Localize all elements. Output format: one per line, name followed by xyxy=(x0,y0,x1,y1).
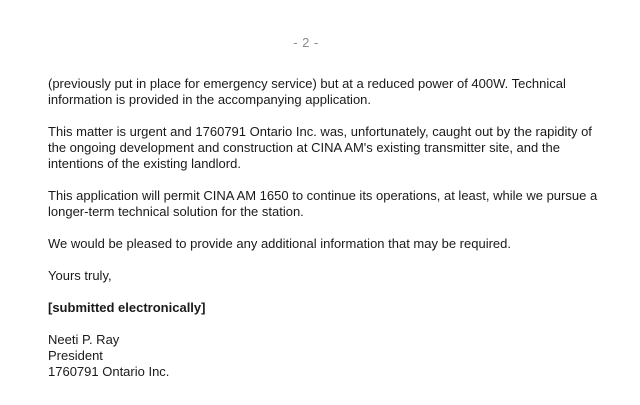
signatory-company: 1760791 Ontario Inc. xyxy=(48,364,170,379)
signatory-name: Neeti P. Ray xyxy=(48,332,120,347)
paragraph-urgency: This matter is urgent and 1760791 Ontario Inc. was, unfortunately, caught out by the rapidity of the ongoing development and construction at CINA AM's existing transmitter site, and the intentions of the existing landlord. xyxy=(48,124,592,171)
closing-salutation: Yours truly, xyxy=(48,268,112,283)
signatory-title: President xyxy=(48,348,103,363)
letter-body xyxy=(48,76,613,396)
paragraph-offer-info: We would be pleased to provide any additional information that may be required. xyxy=(48,236,511,251)
submission-note: [submitted electronically] xyxy=(48,300,206,315)
paragraph-purpose: This application will permit CINA AM 1650 to continue its operations, at least, while we pursue a longer-term technical solution for the station. xyxy=(48,188,598,219)
paragraph-technical-info: (previously put in place for emergency service) but at a reduced power of 400W. Technical information is provided in the accompanying application. xyxy=(48,76,566,107)
signature-block xyxy=(48,332,613,380)
page-number: - 2 - xyxy=(293,35,319,50)
